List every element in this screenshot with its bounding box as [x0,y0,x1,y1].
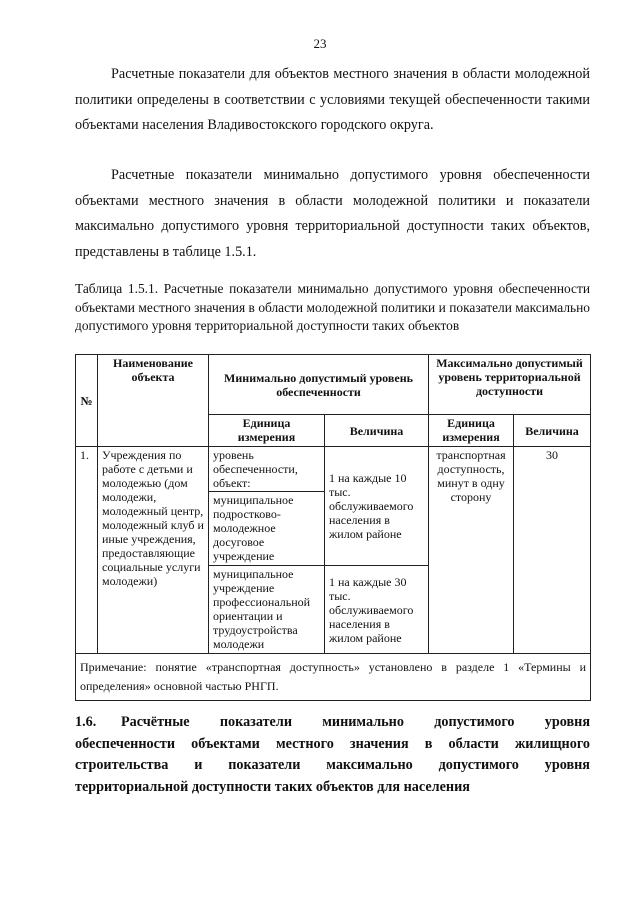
header-max-level: Максимально допустимый уровень территориальной доступности [429,355,591,415]
row-access-value: 30 [514,447,591,654]
header-unit: Единица измерения [209,415,325,447]
row-unit-leisure: муниципальное подростково-молодежное досуговое учреждение [209,492,325,566]
indicators-table [75,354,591,701]
row-unit-level: уровень обеспеченности, объект: [209,447,325,492]
row-unit-career: муниципальное учреждение профессиональной ориентации и трудоустройства молодежи [209,566,325,654]
header-num: № [76,355,98,447]
row-object-name: Учреждения по работе с детьми и молодежью (дом молодежи, молодежный центр, молодежный клуб и иные учреждения, предоставляющие социальные услуги молодежи) [98,447,209,654]
row-access-unit: транспортная доступность, минут в одну сторону [429,447,514,654]
paragraph-1: Расчетные показатели для объектов местного значения в области молодежной политики определены в соответствии с условиями текущей обеспеченности такими объектами населения Владивостокского городского округа. [75,66,590,133]
section-heading [75,712,590,798]
row-value-30k: 1 на каждые 30 тыс. обслуживаемого населения в жилом районе [325,566,429,654]
header-value-2: Величина [514,415,591,447]
page-number: 23 [313,36,327,51]
section-title-rest: обеспеченности объектами местного значения в области жилищного строительства и показатели максимально допустимого уровня территориальной доступности таких объектов для населения [75,735,590,795]
header-value: Величина [325,415,429,447]
section-number: 1.6. [75,714,97,730]
row-num: 1. [76,447,98,654]
section-title-line-1: Расчётные показатели минимально допустимого уровня [121,714,590,730]
header-min-level: Минимально допустимый уровень обеспеченности [209,355,429,415]
table-note: Примечание: понятие «транспортная доступность» установлено в разделе 1 «Термины и определения» основной частью РНГП. [76,654,591,701]
table-caption: Таблица 1.5.1. Расчетные показатели минимально допустимого уровня обеспеченности объектами местного значения в области молодежной политики и показатели максимально допустимого уровня территориальной доступности таких объектов [75,281,590,333]
header-name: Наименование объекта [98,355,209,447]
header-unit-2: Единица измерения [429,415,514,447]
row-value-10k: 1 на каждые 10 тыс. обслуживаемого населения в жилом районе [325,447,429,566]
paragraph-2: Расчетные показатели минимально допустимого уровня обеспеченности объектами местного значения в области молодежной политики и показатели максимально допустимого уровня территориальной доступности таких объектов, представлены в таблице 1.5.1. [75,167,590,260]
